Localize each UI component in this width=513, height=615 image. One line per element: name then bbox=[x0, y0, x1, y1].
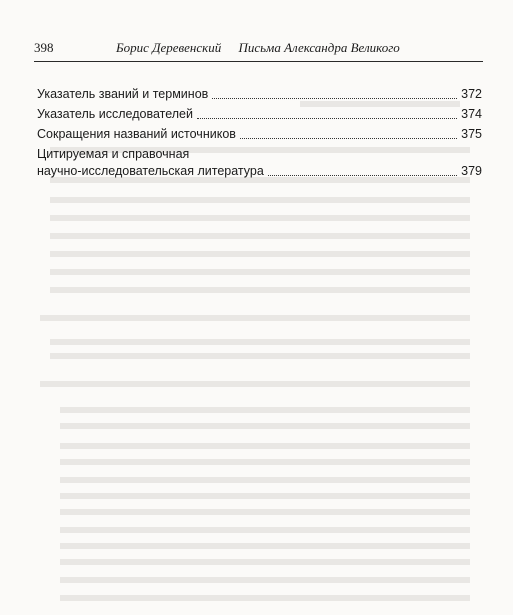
toc-entry bbox=[37, 146, 482, 180]
toc-entry-page: 374 bbox=[461, 107, 482, 121]
toc-dot-leader bbox=[268, 175, 457, 176]
toc-dot-leader bbox=[197, 118, 457, 119]
toc-entry-title: Сокращения названий источников bbox=[37, 127, 236, 141]
toc-entry-page: 379 bbox=[461, 164, 482, 178]
toc-entry bbox=[37, 86, 482, 103]
toc-entry bbox=[37, 126, 482, 143]
toc-entry-page: 372 bbox=[461, 87, 482, 101]
toc-entry-title: Указатель званий и терминов bbox=[37, 87, 209, 101]
header-rule bbox=[34, 61, 483, 62]
toc-dot-leader bbox=[240, 138, 457, 139]
running-header bbox=[34, 34, 483, 56]
table-of-contents bbox=[37, 86, 482, 183]
toc-entry-page: 375 bbox=[461, 127, 482, 141]
running-head-author: Борис Деревенский bbox=[116, 40, 222, 55]
toc-entry bbox=[37, 106, 482, 123]
page-number: 398 bbox=[34, 40, 54, 55]
running-head-book-title: Письма Александра Великого bbox=[238, 40, 400, 55]
toc-dot-leader bbox=[212, 98, 457, 99]
running-head bbox=[116, 40, 400, 56]
toc-entry-title: Цитируемая и справочная научно-исследовательская литература bbox=[37, 147, 264, 178]
toc-entry-title: Указатель исследователей bbox=[37, 107, 193, 121]
